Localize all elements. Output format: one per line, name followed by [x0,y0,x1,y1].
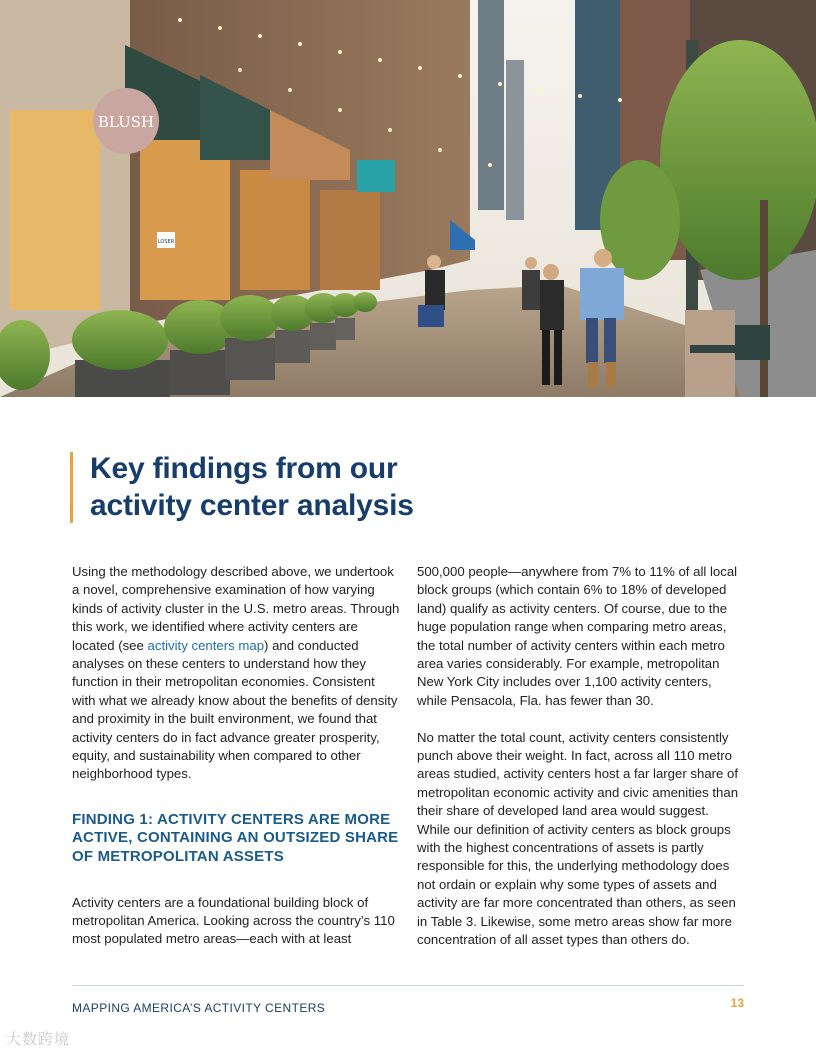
activity-centers-map-link[interactable]: activity centers map [147,637,265,653]
right-paragraph-1: 500,000 people—anywhere from 7% to 11% of all local block groups (which contain 6% to 18% of developed land) qualify as activity centers. Of course, due to the huge population range when comparing metro areas, the total number of activity centers within each metro area varies considerably. For example, metropolitan New York City includes over 1,100 activity centers, while Pensacola, Fla. has fewer than 30. [417,564,738,708]
page-title: Key findings from our activity center analysis [90,452,414,522]
footer-title: MAPPING AMERICA’S ACTIVITY CENTERS [72,1001,326,1015]
street-scene-image [0,0,816,397]
page-number: 13 [730,996,744,1010]
accent-bar [70,452,73,523]
right-paragraph-2: No matter the total count, activity centers consistently punch above their weight. In fact, across all 110 metro areas studied, activity centers host a far larger share of metropolitan economic activity and civic amenities than their share of developed land area would suggest. While our definition of activity centers as block groups with the highest concentrations of assets is partly responsible for this, the underlying methodology does not ordain or explain why some types of assets and activity are far more concentrated than others, as seen in Table 3. Likewise, some metro areas show far more concentration of all asset types than others do. [417,729,739,948]
hero-photo [0,0,816,397]
finding-1-heading: FINDING 1: ACTIVITY CENTERS ARE MORE ACTIVE, CONTAINING AN OUTSIZED SHARE OF METROPOLITAN ASSETS [72,810,399,866]
left-column [72,563,400,949]
watermark: 大数跨境 [6,1031,71,1048]
blush-sign-text: BLUSH [97,113,155,131]
right-column [417,563,745,950]
finding-1-paragraph: Activity centers are a foundational building block of metropolitan America. Looking across the country’s 110 most populated metro areas—each with at least [72,894,395,947]
footer-divider [72,985,744,986]
intro-paragraph: Using the methodology described above, we undertook a novel, comprehensive examination of how varying kinds of activity cluster in the U.S. metro areas. Through this work, we identified where activity centers are located (see activity centers map) and conducted analyses on these centers to understand how they function in their metropolitan economies. Consistent with what we already know about the benefits of density and proximity in the built environment, we found that activity centers do in fact advance greater prosperity, equity, and sustainability when compared to other neighborhood types. [72,564,400,782]
loser-sign-text: LOSER [157,239,175,245]
section-heading [70,450,490,524]
